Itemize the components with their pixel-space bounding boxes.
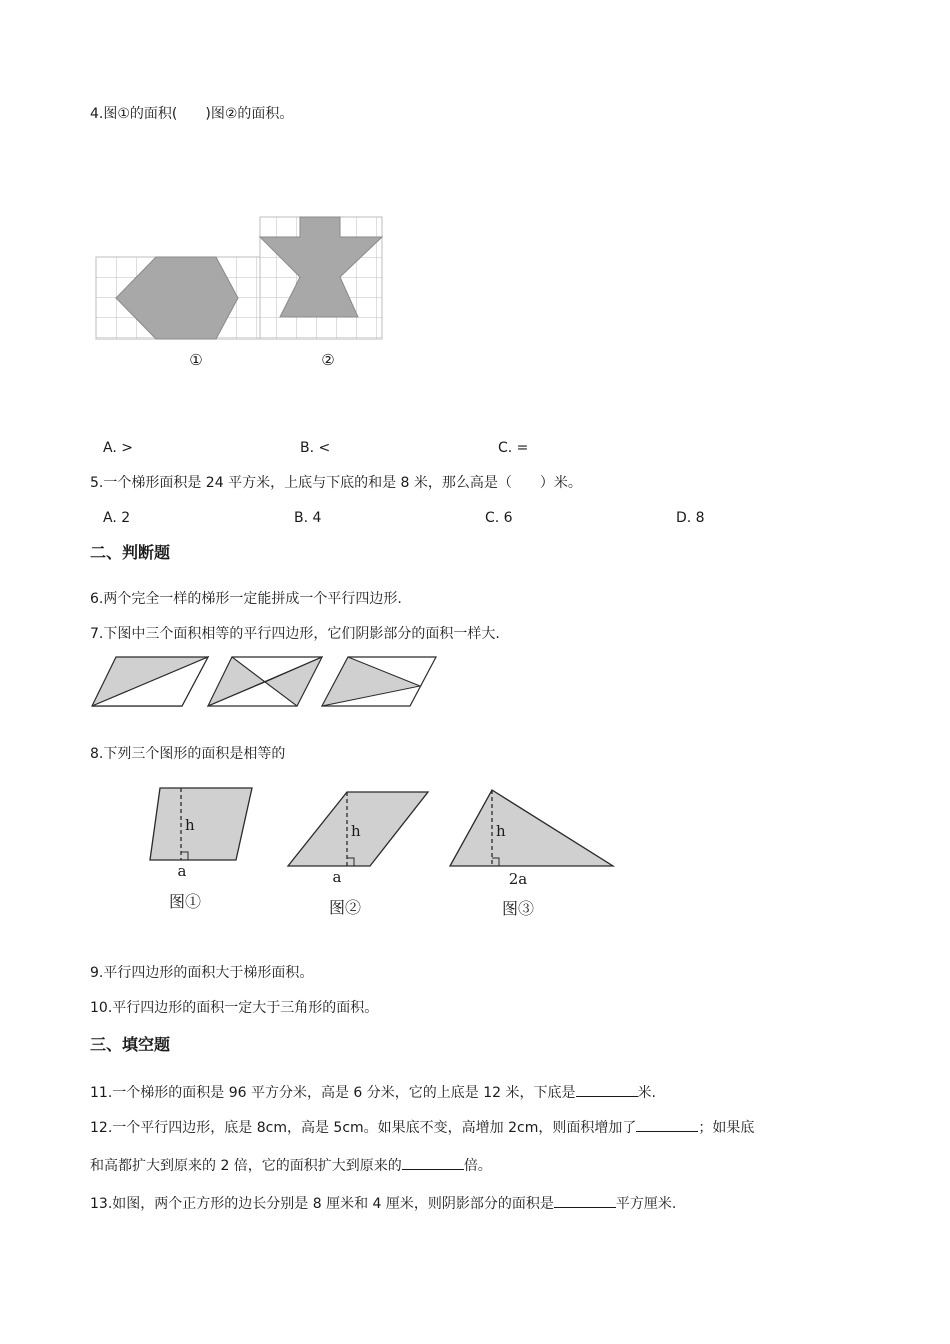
fig2-caption: 图② bbox=[328, 898, 362, 917]
q12-text-4: 倍。 bbox=[463, 1158, 492, 1174]
q4-option-a[interactable]: A. > bbox=[103, 440, 133, 456]
q4-grid-figure bbox=[92, 215, 388, 375]
q5-option-d[interactable]: D. 8 bbox=[676, 510, 705, 526]
q4-option-c[interactable]: C. = bbox=[498, 440, 529, 456]
q6-text: 6.两个完全一样的梯形一定能拼成一个平行四边形. bbox=[90, 591, 402, 607]
fig3-caption: 图③ bbox=[501, 899, 535, 918]
fig1-base-label: a bbox=[177, 862, 187, 880]
q9-text: 9.平行四边形的面积大于梯形面积。 bbox=[90, 965, 314, 981]
q5-text: 5.一个梯形面积是 24 平方米，上底与下底的和是 8 米，那么高是（ ）米。 bbox=[90, 475, 582, 491]
q8-figures bbox=[140, 780, 620, 920]
q8-text: 8.下列三个图形的面积是相等的 bbox=[90, 746, 286, 762]
q4-text: 4.图①的面积( )图②的面积。 bbox=[90, 106, 294, 122]
q11-line bbox=[90, 1082, 656, 1102]
q12-text-1: 12.一个平行四边形，底是 8cm，高是 5cm。如果底不变，高增加 2cm，则面积增加了 bbox=[90, 1120, 637, 1136]
q13-line bbox=[90, 1193, 676, 1213]
q12-text-2: ；如果底 bbox=[698, 1120, 755, 1136]
q10-text: 10.平行四边形的面积一定大于三角形的面积。 bbox=[90, 1000, 379, 1016]
fig1-h-label: h bbox=[185, 816, 195, 834]
q13-text: 13.如图，两个正方形的边长分别是 8 厘米和 4 厘米，则阴影部分的面积是 bbox=[90, 1196, 554, 1212]
section-3-heading: 三、填空题 bbox=[90, 1035, 171, 1054]
q5-option-b[interactable]: B. 4 bbox=[294, 510, 322, 526]
q5-option-a[interactable]: A. 2 bbox=[103, 510, 131, 526]
q12-text-3: 和高都扩大到原来的 2 倍，它的面积扩大到原来的 bbox=[90, 1158, 402, 1174]
fig1-caption: 图① bbox=[168, 892, 202, 911]
section-2-heading: 二、判断题 bbox=[90, 543, 171, 562]
q4-option-b[interactable]: B. < bbox=[300, 440, 331, 456]
q11-unit: 米. bbox=[637, 1085, 656, 1101]
q13-unit: 平方厘米. bbox=[615, 1196, 677, 1212]
figure-2-label: ② bbox=[321, 351, 335, 369]
q12-line2 bbox=[90, 1155, 492, 1175]
fig2-base-label: a bbox=[332, 868, 342, 886]
q7-parallelograms bbox=[90, 655, 442, 710]
q11-text: 11.一个梯形的面积是 96 平方分米，高是 6 分米，它的上底是 12 米，下底是 bbox=[90, 1085, 576, 1101]
fig1-parallelogram bbox=[150, 788, 252, 860]
fig3-triangle bbox=[450, 790, 613, 866]
fig3-h-label: h bbox=[496, 822, 506, 840]
fig3-base-label: 2a bbox=[508, 870, 528, 888]
q12-blank-1[interactable] bbox=[636, 1117, 698, 1132]
fig2-h-label: h bbox=[351, 822, 361, 840]
q5-option-c[interactable]: C. 6 bbox=[485, 510, 513, 526]
q12-blank-2[interactable] bbox=[402, 1155, 464, 1170]
q7-text: 7.下图中三个面积相等的平行四边形，它们阴影部分的面积一样大. bbox=[90, 626, 500, 642]
q12-line1 bbox=[90, 1117, 754, 1137]
figure-1-label: ① bbox=[189, 351, 203, 369]
q11-blank[interactable] bbox=[576, 1082, 638, 1097]
q13-blank[interactable] bbox=[554, 1193, 616, 1208]
